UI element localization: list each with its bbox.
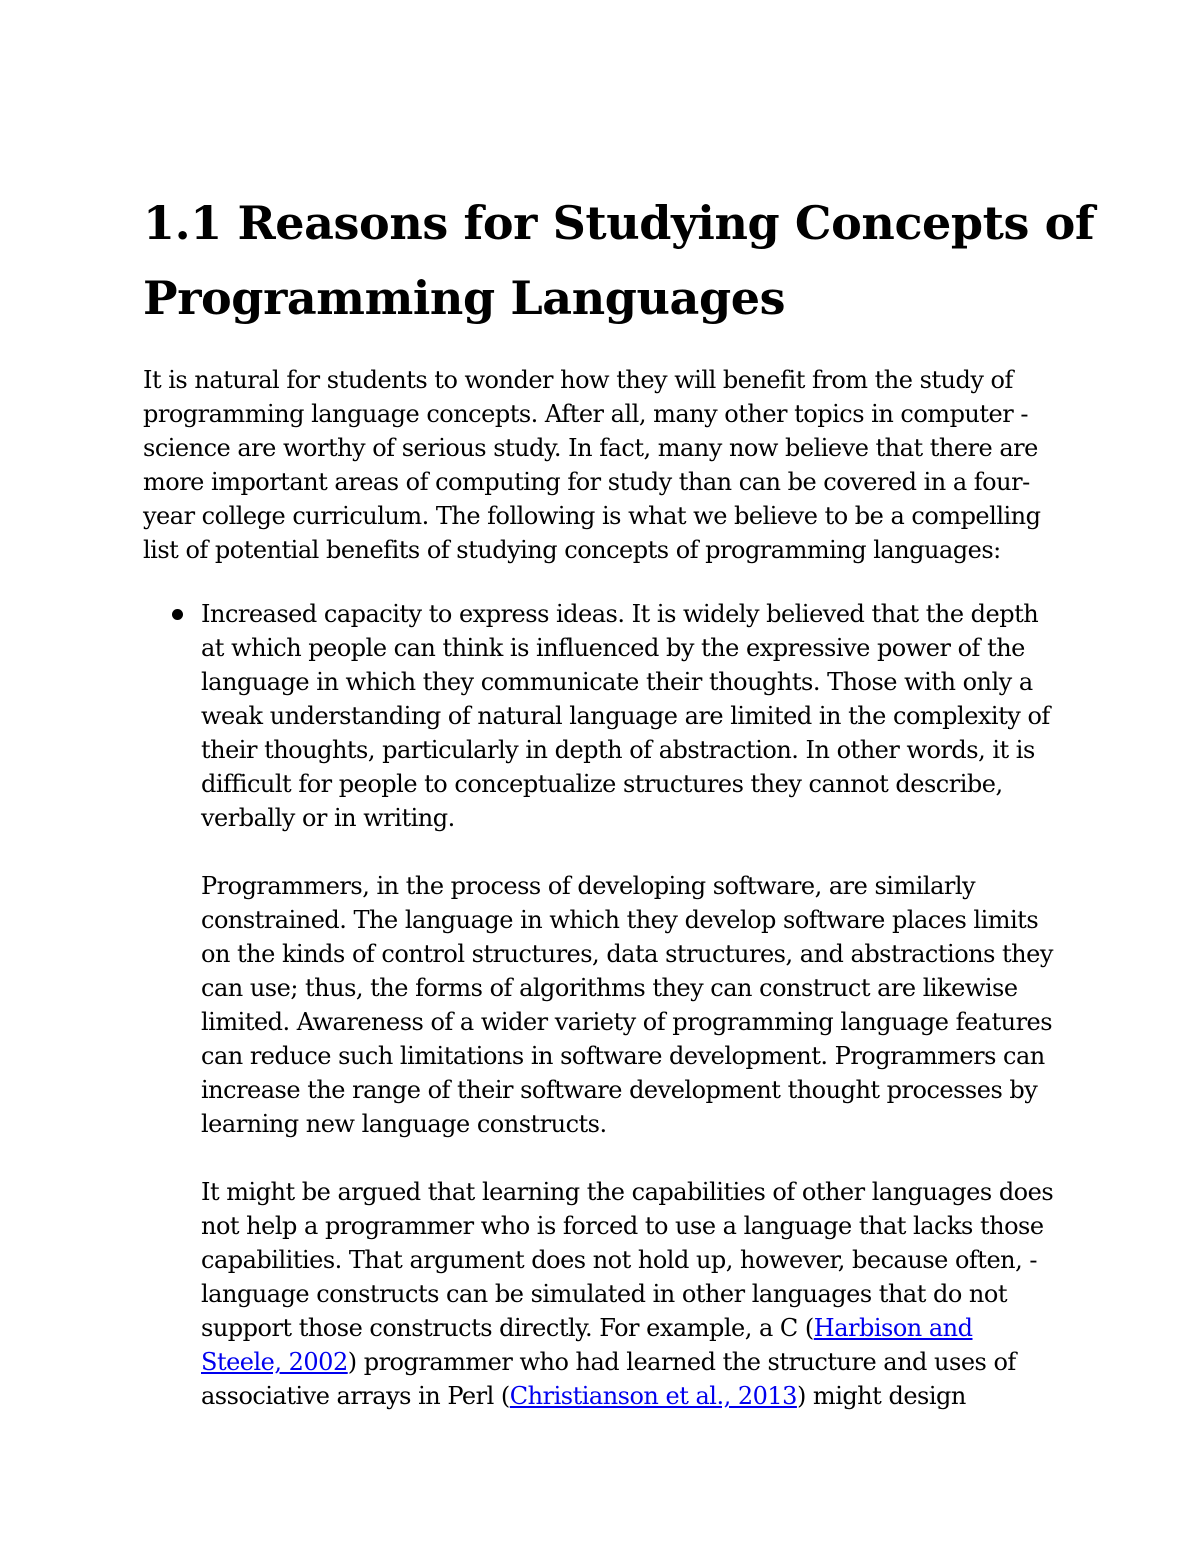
intro-paragraph: It is natural for students to wonder how they will benefit from the study of programming language concepts. After all, many other topics in computer - science are worthy of serious study. In fact, many now believe that there are more important areas of computing for study than can be covered in a four- year college curriculum. The following is what we believe to be a compelling list of potential benefits of studying concepts of programming languages:	[143, 366, 1041, 564]
list-item-paragraph-2: Programmers, in the process of developing software, are similarly constrained. The language in which they develop software places limits on the kinds of control structures, data structures, and abstractions they can use; thus, the forms of algorithms they can construct are likewise limited. Awareness of a wider variety of programming language features can reduce such limitations in software development. Programmers can increase the range of their software development thought processes by learning new language constructs.	[201, 872, 1053, 1138]
list-item-paragraph-1: Increased capacity to express ideas. It is widely believed that the depth at which people can think is influenced by the expressive power of the language in which they communicate their thoughts. Those with only a weak understanding of natural language are limited in the complexity of their thoughts, particularly in depth of abstraction. In other words, it is difficult for people to conceptualize structures they cannot describe, verbally or in writing.	[201, 600, 1050, 832]
list-item-paragraph-3	[201, 1175, 1103, 1413]
harbison-steele-citation-link[interactable]: Harbison and Steele, 2002	[201, 1314, 973, 1376]
list-item	[143, 597, 1103, 1413]
page-title: 1.1 Reasons for Studying Concepts of Programming Languages	[143, 196, 1095, 325]
christianson-citation-link[interactable]: Christianson et al., 2013	[509, 1382, 797, 1410]
paragraph-text-middle: ) programmer who had learned the structure and uses of associative arrays in Perl (	[201, 1348, 1016, 1410]
paragraph-text-before: It might be argued that learning the capabilities of other languages does not help a programmer who is forced to use a language that lacks those capabilities. That argument does not hold up, however, because often, - language constructs can be simulated in other languages that do not support those constructs directly. For example, a C (	[201, 1178, 1054, 1342]
paragraph-text-after: ) might design	[796, 1382, 966, 1410]
benefits-list	[143, 597, 1103, 1447]
bullet-icon	[172, 609, 183, 620]
